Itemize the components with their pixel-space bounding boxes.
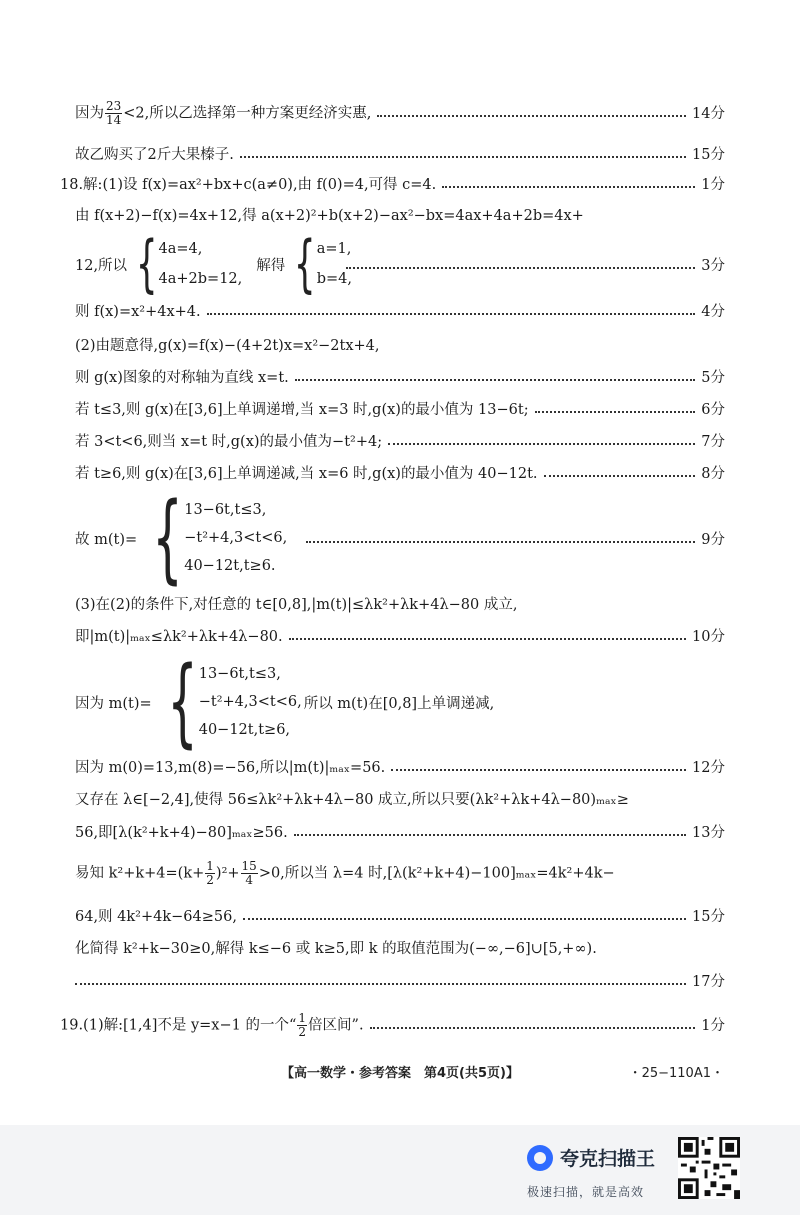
line-6pt: [75, 400, 725, 420]
leader-dots: [295, 379, 696, 381]
fraction: [205, 860, 215, 887]
leader-dots: [243, 918, 686, 920]
system-prefix: 故 m(t)=: [75, 531, 138, 548]
line-text: 18.解:(1)设 f(x)=ax²+bx+c(a≠0),由 f(0)=4,可得 c=4.: [60, 177, 437, 193]
line-text: 64,则 4k²+4k−64≥56,: [75, 909, 237, 925]
fraction-numerator: 15: [241, 859, 257, 873]
easy-mid: )²+: [215, 865, 240, 882]
footer-title: 【高一数学・参考答案 第4页(共5页)】: [281, 1066, 519, 1081]
score-label: 8分: [701, 466, 725, 482]
line-fx: [75, 302, 725, 322]
line-text: 即|m(t)|ₘₐₓ≤λk²+λk+4λ−80.: [75, 629, 283, 645]
score-label: 15分: [692, 909, 725, 925]
line-text: 故乙购买了2斤大果榛子.: [75, 147, 234, 163]
scanner-brand-bar: [0, 1125, 800, 1215]
line-3pt: [340, 256, 725, 276]
system-prefix: 12,所以: [75, 257, 128, 274]
line-17pt: [75, 972, 725, 992]
quark-logo-icon: [527, 1145, 553, 1171]
footer-code: ・25−110A1・: [628, 1066, 724, 1081]
brand-name: 夸克扫描王: [560, 1148, 656, 1170]
fraction-numerator: 23: [106, 99, 122, 113]
leader-dots: [294, 834, 686, 836]
line-text: [75, 100, 371, 127]
fraction-numerator: 1: [206, 859, 214, 873]
line-8pt: [75, 464, 725, 484]
line-9pt: [300, 530, 725, 550]
score-label: 1分: [701, 1017, 725, 1034]
line-part3: [75, 595, 725, 615]
q19-pre: 19.(1)解:[1,4]不是 y=x−1 的一个“: [60, 1017, 297, 1034]
line-q18-1: [60, 175, 725, 195]
line-text: (3)在(2)的条件下,对任意的 t∈[0,8],|m(t)|≤λk²+λk+4λ−80 成立,: [75, 597, 518, 613]
score-label: 17分: [692, 974, 725, 990]
line-text: 则 f(x)=x²+4x+4.: [75, 304, 201, 320]
piecewise-row: 40−12t,t≥6,: [198, 722, 291, 738]
fraction-denominator: 2: [298, 1025, 307, 1039]
fraction-numerator: 1: [298, 1011, 307, 1025]
line-q19: [60, 1012, 725, 1039]
system-equations: [159, 241, 243, 287]
line-text: 化简得 k²+k−30≥0,解得 k≤−6 或 k≥5,即 k 的取值范围为(−∞,−6]∪[5,+∞).: [75, 941, 597, 957]
score-label: 7分: [701, 434, 725, 450]
score-label: 3分: [701, 258, 725, 274]
line-text: 由 f(x+2)−f(x)=4x+12,得 a(x+2)²+b(x+2)−ax²−bx=4ax+4a+2b=4x+: [75, 208, 584, 224]
qr-code-icon: [678, 1137, 740, 1199]
left-brace: {: [152, 482, 183, 594]
fraction-denominator: 4: [245, 873, 253, 887]
score-label: 12分: [692, 760, 725, 776]
leader-dots: [75, 983, 686, 985]
line-13pt: [75, 823, 725, 843]
line-text: 则 g(x)图象的对称轴为直线 x=t.: [75, 370, 289, 386]
line-text: 因为 m(0)=13,m(8)=−56,所以|m(t)|ₘₐₓ=56.: [75, 760, 386, 776]
score-label: 9分: [701, 532, 725, 548]
left-brace: {: [294, 227, 316, 300]
line-text: 56,即[λ(k²+k+4)−80]ₘₐₓ≥56.: [75, 825, 288, 841]
line-15: [75, 145, 725, 165]
line-simplify: [75, 939, 725, 959]
piecewise-row: 13−6t,t≤3,: [184, 502, 267, 518]
line-14: [75, 100, 725, 127]
fraction: [297, 1012, 307, 1039]
leader-dots: [388, 443, 695, 445]
system-prefix: 因为 m(t)=: [75, 695, 152, 712]
leader-dots: [207, 313, 696, 315]
line-text: 若 3<t<6,则当 x=t 时,g(x)的最小值为−t²+4;: [75, 434, 383, 450]
score-label: 10分: [692, 629, 725, 645]
brand-slogan: 极速扫描，就是高效: [527, 1185, 645, 1199]
leader-dots: [377, 115, 686, 117]
piecewise-row: 13−6t,t≤3,: [198, 666, 281, 682]
line-text: (2)由题意得,g(x)=f(x)−(4+2t)x=x²−2tx+4,: [75, 338, 380, 354]
line-text: [60, 1012, 364, 1039]
q19-post: 倍区间”.: [308, 1017, 364, 1034]
line-exist: [75, 790, 725, 810]
system-row: 4a+2b=12,: [158, 271, 243, 287]
left-brace: {: [135, 227, 158, 300]
line-7pt: [75, 432, 725, 452]
system-mid: 解得: [256, 257, 286, 274]
leader-dots: [346, 267, 695, 269]
fraction: [105, 100, 122, 127]
leader-dots: [306, 541, 695, 543]
system-1: [75, 227, 352, 300]
leader-dots: [289, 638, 686, 640]
line-pre: 因为: [75, 105, 104, 122]
fraction: [241, 860, 258, 887]
score-label: 13分: [692, 825, 725, 841]
line-text: 若 t≥6,则 g(x)在[3,6]上单调递减,当 x=6 时,g(x)的最小值为 40−12t.: [75, 466, 538, 482]
line-5pt: [75, 368, 725, 388]
system-row: 4a=4,: [158, 241, 203, 257]
score-label: 1分: [701, 177, 725, 193]
easy-pre: 易知 k²+k+4=(k+: [75, 865, 205, 882]
fraction-denominator: 14: [106, 113, 122, 127]
score-label: 4分: [701, 304, 725, 320]
leader-dots: [391, 769, 686, 771]
leader-dots: [442, 186, 695, 188]
page-footer: [0, 1056, 800, 1086]
leader-dots: [370, 1027, 696, 1029]
score-label: 14分: [692, 105, 725, 122]
line-12pt: [75, 758, 725, 778]
score-label: 6分: [701, 402, 725, 418]
piecewise-row: 40−12t,t≥6.: [184, 558, 276, 574]
system-suffix: 所以 m(t)在[0,8]上单调递减,: [303, 695, 495, 712]
line-15pt: [75, 907, 725, 927]
piecewise-rows: [184, 502, 287, 574]
line-post: <2,所以乙选择第一种方案更经济实惠,: [123, 105, 372, 122]
system-row: a=1,: [316, 241, 352, 257]
piecewise-row: −t²+4,3<t<6,: [184, 530, 288, 546]
piecewise-m-2: [75, 646, 495, 758]
score-label: 5分: [701, 370, 725, 386]
piecewise-row: −t²+4,3<t<6,: [198, 694, 302, 710]
score-label: 15分: [692, 147, 725, 163]
piecewise-m: [75, 482, 288, 594]
line-gx: [75, 336, 725, 356]
line-easy: [75, 860, 725, 887]
leader-dots: [535, 411, 696, 413]
piecewise-rows: [199, 666, 302, 738]
left-brace: {: [166, 646, 198, 758]
line-10pt: [75, 627, 725, 647]
leader-dots: [240, 156, 686, 158]
line-derivation: [75, 206, 725, 226]
fraction-denominator: 2: [206, 873, 214, 887]
line-text: 又存在 λ∈[−2,4],使得 56≤λk²+λk+4λ−80 成立,所以只要(λk²+λk+4λ−80)ₘₐₓ≥: [75, 792, 629, 808]
easy-post: >0,所以当 λ=4 时,[λ(k²+k+4)−100]ₘₐₓ=4k²+4k−: [258, 865, 615, 882]
system-row: b=4,: [316, 271, 352, 287]
line-text: 若 t≤3,则 g(x)在[3,6]上单调递增,当 x=3 时,g(x)的最小值为 13−6t;: [75, 402, 529, 418]
leader-dots: [544, 475, 696, 477]
